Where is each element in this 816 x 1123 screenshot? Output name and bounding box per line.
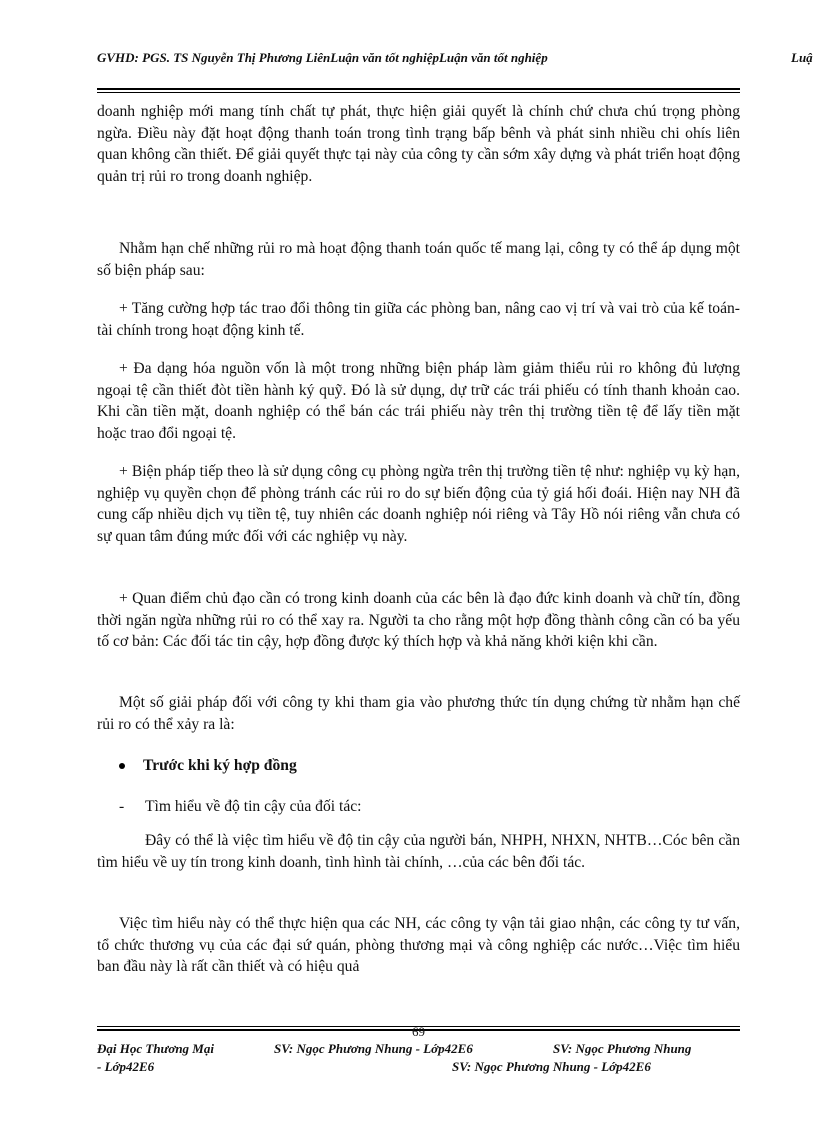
dash-item-text: Tìm hiểu về độ tin cậy của đối tác: bbox=[145, 798, 362, 815]
dash-mark: - bbox=[119, 798, 125, 815]
footer-class-tail: - Lớp42E6 bbox=[97, 1059, 155, 1074]
header-right-text: Luậ bbox=[791, 50, 813, 65]
dash-item bbox=[119, 798, 362, 816]
paragraph-1: doanh nghiệp mới mang tính chất tự phát, thực hiện giải quyết là chính chứ chưa chú trọng phòng ngừa. Điều này đặt hoạt động thanh toán trong tình trạng bấp bênh và phát sinh nhiều chi ohís liên quan không cần thiết. Để giải quyết thực tại này của công ty cần sớm xây dựng và phát triển hoạt động quản trị rủi ro trong doanh nghiệp. bbox=[97, 103, 740, 185]
paragraph-5: + Biện pháp tiếp theo là sử dụng công cụ phòng ngừa trên thị trường tiền tệ như: nghiệp vụ kỳ hạn, nghiệp vụ quyền chọn để phòng tránh các rủi ro do sự biến động của tỷ giá hối đoái. Hiện nay NH đã cung cấp nhiều dịch vụ tiền tệ, tuy nhiên các doanh nghiệp nói riêng và Tây Hồ nói riêng vẫn chưa có sự quan tâm đúng mức đối với các nghiệp vụ này. bbox=[97, 463, 740, 545]
paragraph-6: + Quan điểm chủ đạo cần có trong kinh doanh của các bên là đạo đức kinh doanh và chữ tín, đồng thời ngăn ngừa những rủi ro có thể xay ra. Người ta cho rằng một hợp đồng thành công cần có ba yếu tố cơ bản: Các đối tác tin cậy, hợp đồng được ký thích hợp và khả năng khởi kiện khi cần. bbox=[97, 590, 740, 650]
page-header bbox=[97, 50, 816, 70]
page-number: 69 bbox=[412, 1024, 425, 1039]
paragraph-7: Một số giải pháp đối với công ty khi tham gia vào phương thức tín dụng chứng từ nhằm hạn chế rủi ro có thể xảy ra là: bbox=[97, 694, 740, 733]
footer-school: Đại Học Thương Mại bbox=[97, 1041, 214, 1056]
header-rule-thin bbox=[97, 92, 740, 93]
paragraph-4: + Đa dạng hóa nguồn vốn là một trong những biện pháp làm giảm thiểu rủi ro không đủ lượng ngoại tệ cần thiết đòt tiền hành ký quỹ. Đó là sử dụng, dự trữ các trái phiếu có tính thanh khoản cao. Khi cần tiền mặt, doanh nghiệp có thể bán các trái phiếu này trên thị trường tiền tệ để lấy tiền mặt hoặc trao đổi ngoại tệ. bbox=[97, 360, 740, 442]
footer-student-3: SV: Ngọc Phương Nhung - Lớp42E6 bbox=[452, 1059, 651, 1074]
bullet-dot-icon bbox=[119, 763, 125, 769]
bullet-heading bbox=[119, 757, 297, 775]
paragraph-2: Nhằm hạn chế những rủi ro mà hoạt động thanh toán quốc tế mang lại, công ty có thể áp dụng một số biện pháp sau: bbox=[97, 240, 740, 279]
header-left-text: GVHD: PGS. TS Nguyễn Thị Phương LiênLuận văn tốt nghiệpLuận văn tốt nghiệp bbox=[97, 50, 548, 65]
paragraph-3: + Tăng cường hợp tác trao đổi thông tin giữa các phòng ban, nâng cao vị trí và vai trò của kế toán- tài chính trong hoạt động kinh tế. bbox=[97, 300, 740, 339]
bullet-heading-text: Trước khi ký hợp đồng bbox=[143, 757, 297, 774]
paragraph-9: Việc tìm hiểu này có thể thực hiện qua các NH, các công ty vận tải giao nhận, các công ty tư vấn, tổ chức thương vụ của các đại sứ quán, phòng thương mại và công nghiệp các nước…Việc tìm hiểu ban đầu này là rất cần thiết và có hiệu quả bbox=[97, 915, 740, 975]
footer-student-2: SV: Ngọc Phương Nhung bbox=[553, 1041, 692, 1056]
header-rule-thick bbox=[97, 88, 740, 90]
paragraph-8: Đây có thể là việc tìm hiểu về độ tin cậy của người bán, NHPH, NHXN, NHTB…Cóc bên cần tìm hiểu về uy tín trong kinh doanh, tình hình tài chính, …của các bên đối tác. bbox=[97, 832, 740, 871]
footer-student-1: SV: Ngọc Phương Nhung - Lớp42E6 bbox=[274, 1041, 473, 1056]
